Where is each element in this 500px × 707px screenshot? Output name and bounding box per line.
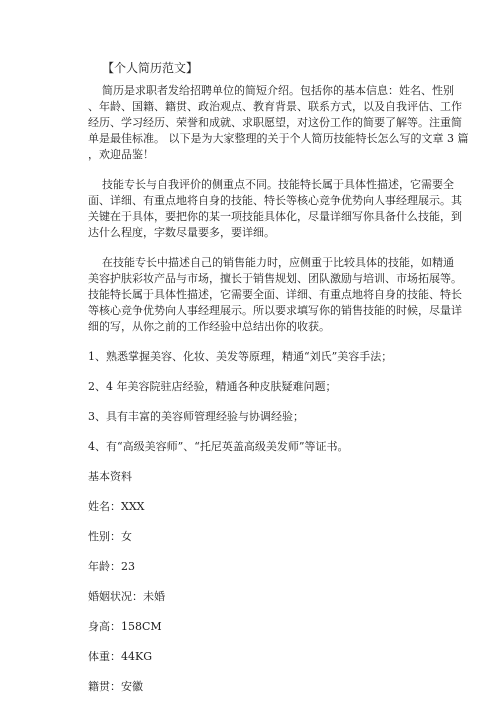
para2-line-4: 达什么程度，字数尽量要多，要详细。 bbox=[88, 226, 275, 239]
para1-line-4: 单是最佳标准。 以下是为大家整理的关于个人简历技能特长怎么写的文章 3 篇 bbox=[88, 132, 469, 145]
document-title: 【个人简历范文】 bbox=[102, 61, 199, 75]
list-item: 3、具有丰富的美容师管理经验与协调经验； bbox=[88, 410, 304, 423]
para3-line-3: 技能特长属于具体性描述，它需要全面、详细、有重点地将自身的技能、特长 bbox=[88, 288, 462, 301]
field-marital-status: 婚姻状况：未婚 bbox=[88, 590, 165, 603]
para2-line-1: 技能专长与自我评价的侧重点不同。技能特长属于具体性描述，它需要全 bbox=[102, 178, 454, 191]
para3-line-2: 美容护肤彩妆产品与市场，擅长于销售规划、团队激励与培训、市场拓展等。 bbox=[88, 272, 462, 285]
field-age: 年龄：23 bbox=[88, 560, 135, 573]
field-gender: 性别：女 bbox=[88, 530, 132, 543]
para1-line-5: ，欢迎品鉴！ bbox=[88, 148, 154, 161]
list-item: 1、熟悉掌握美容、化妆、美发等原理，精通“刘氏”美容手法； bbox=[88, 350, 393, 363]
field-name: 姓名：XXX bbox=[88, 500, 145, 513]
para1-line-2: 、年龄、国籍、籍贯、政治观点、教育背景、联系方式，以及自我评估、工作 bbox=[88, 100, 462, 113]
field-native-place: 籍贯：安徽 bbox=[88, 680, 143, 693]
section-heading-basic-info: 基本资料 bbox=[88, 470, 132, 483]
para1-line-1: 简历是求职者发给招聘单位的简短介绍。包括你的基本信息：姓名、性别 bbox=[102, 84, 454, 97]
field-height: 身高：158CM bbox=[88, 620, 162, 633]
para1-line-3: 经历、学习经历、荣誉和成就、求职愿望，对这份工作的简要了解等。注重简 bbox=[88, 116, 462, 129]
para3-line-4: 等核心竞争优势向人事经理展示。所以要求填写你的销售技能的时候，尽量详 bbox=[88, 304, 462, 317]
field-weight: 体重：44KG bbox=[88, 650, 153, 663]
para3-line-5: 细的写，从你之前的工作经验中总结出你的收获。 bbox=[88, 320, 330, 333]
para3-line-1: 在技能专长中描述自己的销售能力时，应侧重于比较具体的技能，如精通 bbox=[102, 256, 454, 269]
list-item: 2、4 年美容院驻店经验，精通各种皮肤疑难问题； bbox=[88, 380, 337, 393]
para2-line-3: 关键在于具体，要把你的某一项技能具体化，尽量详细写你具备什么技能，到 bbox=[88, 210, 462, 223]
list-item: 4、有“高级美容师”、“托尼英盖高级美发师”等证书。 bbox=[88, 440, 349, 453]
para2-line-2: 面、详细、有重点地将自身的技能、特长等核心竞争优势向人事经理展示。其 bbox=[88, 194, 462, 207]
